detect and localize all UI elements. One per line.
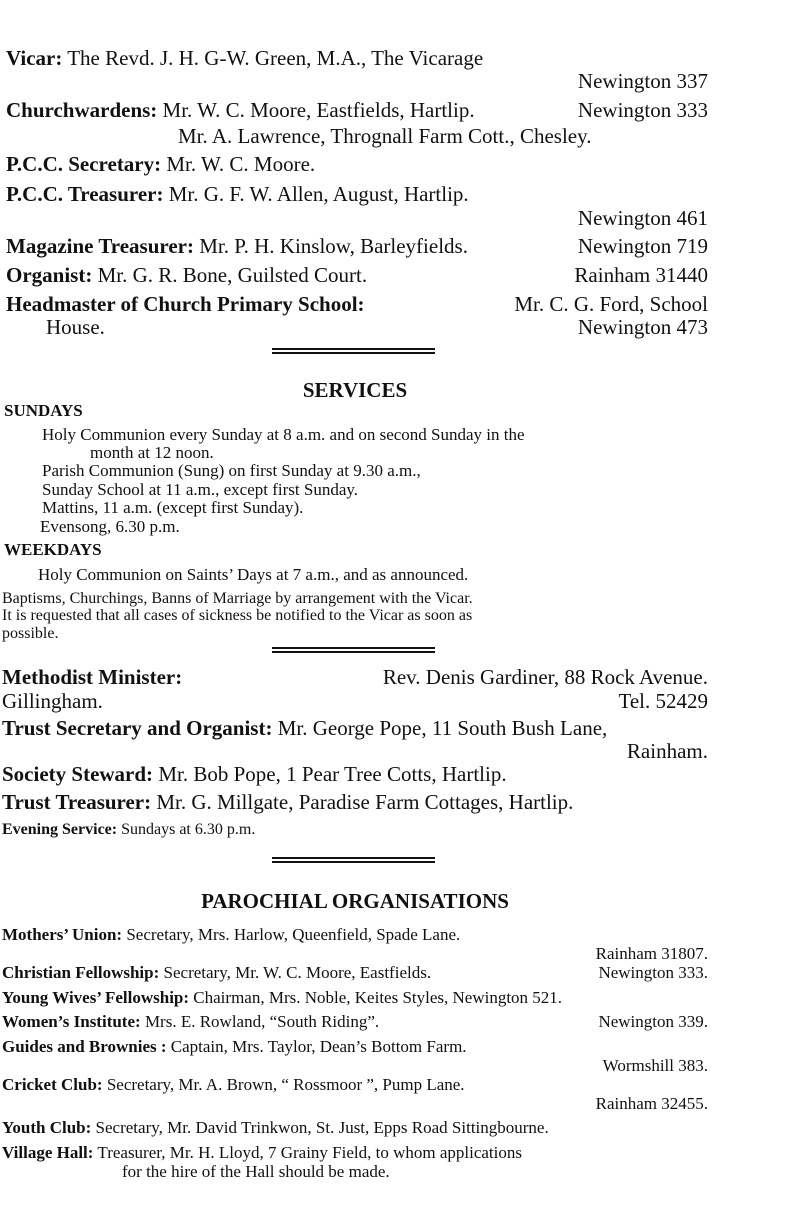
pcc-treasurer-line [6,182,469,207]
organisations-heading: PAROCHIAL ORGANISATIONS [201,889,509,913]
methodist-minister-town: Gillingham. [2,689,103,713]
womens-institute-line [2,1012,379,1032]
divider-1 [272,348,435,354]
evening-service-label: Evening Service: [2,821,118,838]
sunday-item-1-cont: month at 12 noon. [90,443,214,462]
cricket-club-line [2,1075,465,1095]
cricket-club-label: Cricket Club: [2,1075,103,1094]
trust-secretary-town: Rainham. [626,739,708,763]
cricket-club-text: Secretary, Mr. A. Brown, “ Rossmoor ”, Pump Lane. [106,1075,465,1094]
pcc-treasurer-phone: Newington 461 [577,206,708,230]
services-heading: SERVICES [302,378,408,402]
guides-brownies-text: Captain, Mrs. Taylor, Dean’s Bottom Farm. [170,1037,467,1056]
vicar-label: Vicar: [6,46,63,70]
village-hall-line [2,1143,522,1163]
evening-service-line [2,821,255,839]
pcc-treasurer-text: Mr. G. F. W. Allen, August, Hartlip. [168,182,469,206]
vicar-text: The Revd. J. H. G-W. Green, M.A., The Vicarage [67,46,484,70]
magazine-treasurer-text: Mr. P. H. Kinslow, Barleyfields. [199,234,468,258]
divider-3 [272,857,435,863]
churchwarden-1: Mr. W. C. Moore, Eastfields, Hartlip. [162,98,475,122]
society-steward-text: Mr. Bob Pope, 1 Pear Tree Cotts, Hartlip. [158,762,507,786]
evening-service-text: Sundays at 6.30 p.m. [121,821,256,838]
weekdays-label: WEEKDAYS [4,540,102,559]
christian-fellowship-label: Christian Fellowship: [2,963,160,982]
mothers-union-text: Secretary, Mrs. Harlow, Queenfield, Spade Lane. [126,925,461,944]
magazine-treasurer-phone: Newington 719 [577,234,708,258]
organist-line [6,263,367,288]
sundays-label: SUNDAYS [4,401,83,420]
cricket-club-phone: Rainham 32455. [595,1094,708,1113]
guides-brownies-label: Guides and Brownies : [2,1037,167,1056]
headmaster-line [6,292,365,317]
vicar-line [6,46,483,71]
christian-fellowship-phone: Newington 333. [598,963,708,982]
young-wives-line [2,988,562,1008]
churchwarden-1-phone: Newington 333 [577,98,708,122]
christian-fellowship-text: Secretary, Mr. W. C. Moore, Eastfields. [163,963,432,982]
services-note-2: It is requested that all cases of sickness be notified to the Vicar as soon as [2,607,473,624]
village-hall-text: Treasurer, Mr. H. Lloyd, 7 Grainy Field, to whom applications [97,1143,522,1162]
organist-label: Organist: [6,263,93,287]
christian-fellowship-line [2,963,431,983]
youth-club-text: Secretary, Mr. David Trinkwon, St. Just, Epps Road Sittingbourne. [95,1118,549,1137]
sunday-item-1 [42,425,706,445]
methodist-minister-phone: Tel. 52429 [618,689,708,713]
society-steward-line [2,762,507,787]
headmaster-text: Mr. C. G. Ford, School [514,292,708,316]
youth-club-label: Youth Club: [2,1118,92,1137]
services-note-3: possible. [2,625,59,642]
pcc-secretary-text: Mr. W. C. Moore. [166,152,316,176]
trust-secretary-label: Trust Secretary and Organist: [2,716,273,740]
womens-institute-label: Women’s Institute: [2,1012,141,1031]
village-hall-text-cont: for the hire of the Hall should be made. [122,1162,390,1181]
sunday-item-2: Parish Communion (Sung) on first Sunday at 9.30 a.m., [42,461,421,480]
methodist-minister-text: Rev. Denis Gardiner, 88 Rock Avenue. [382,665,708,689]
mothers-union-phone: Rainham 31807. [595,944,708,963]
trust-treasurer-line [2,790,573,815]
methodist-minister-line [2,665,182,690]
village-hall-label: Village Hall: [2,1143,94,1162]
headmaster-phone: Newington 473 [577,315,708,339]
pcc-secretary-line [6,152,315,177]
trust-secretary-line [2,716,607,741]
services-note-1: Baptisms, Churchings, Banns of Marriage by arrangement with the Vicar. [2,590,473,607]
organist-phone: Rainham 31440 [574,263,708,287]
weekday-item-1: Holy Communion on Saints’ Days at 7 a.m., and as announced. [38,565,469,584]
youth-club-line [2,1118,549,1138]
society-steward-label: Society Steward: [2,762,154,786]
divider-2 [272,647,435,653]
pcc-treasurer-label: P.C.C. Treasurer: [6,182,164,206]
trust-treasurer-text: Mr. G. Millgate, Paradise Farm Cottages, Hartlip. [156,790,574,814]
churchwarden-2: Mr. A. Lawrence, Thrognall Farm Cott., Chesley. [178,124,592,148]
organist-text: Mr. G. R. Bone, Guilsted Court. [97,263,368,287]
headmaster-label: Headmaster of Church Primary School: [6,292,365,316]
methodist-minister-label: Methodist Minister: [2,665,183,689]
sunday-item-1-text: Holy Communion every Sunday at 8 a.m. and on second Sunday in the [42,425,525,444]
womens-institute-phone: Newington 339. [598,1012,708,1031]
womens-institute-text: Mrs. E. Rowland, “South Riding”. [144,1012,380,1031]
vicar-phone: Newington 337 [577,69,708,93]
churchwardens-label: Churchwardens: [6,98,158,122]
young-wives-label: Young Wives’ Fellowship: [2,988,190,1007]
churchwardens-line [6,98,475,123]
pcc-secretary-label: P.C.C. Secretary: [6,152,162,176]
headmaster-text-cont: House. [46,315,105,339]
young-wives-text: Chairman, Mrs. Noble, Keites Styles, Newington 521. [193,988,563,1007]
mothers-union-label: Mothers’ Union: [2,925,123,944]
mothers-union-line [2,925,460,945]
trust-treasurer-label: Trust Treasurer: [2,790,152,814]
magazine-treasurer-line [6,234,468,259]
guides-brownies-phone: Wormshill 383. [602,1056,708,1075]
sunday-item-5: Evensong, 6.30 p.m. [40,517,180,536]
sunday-item-3: Sunday School at 11 a.m., except first Sunday. [42,480,359,499]
magazine-treasurer-label: Magazine Treasurer: [6,234,194,258]
guides-brownies-line [2,1037,467,1057]
trust-secretary-text: Mr. George Pope, 11 South Bush Lane, [277,716,608,740]
sunday-item-4: Mattins, 11 a.m. (except first Sunday). [42,498,304,517]
